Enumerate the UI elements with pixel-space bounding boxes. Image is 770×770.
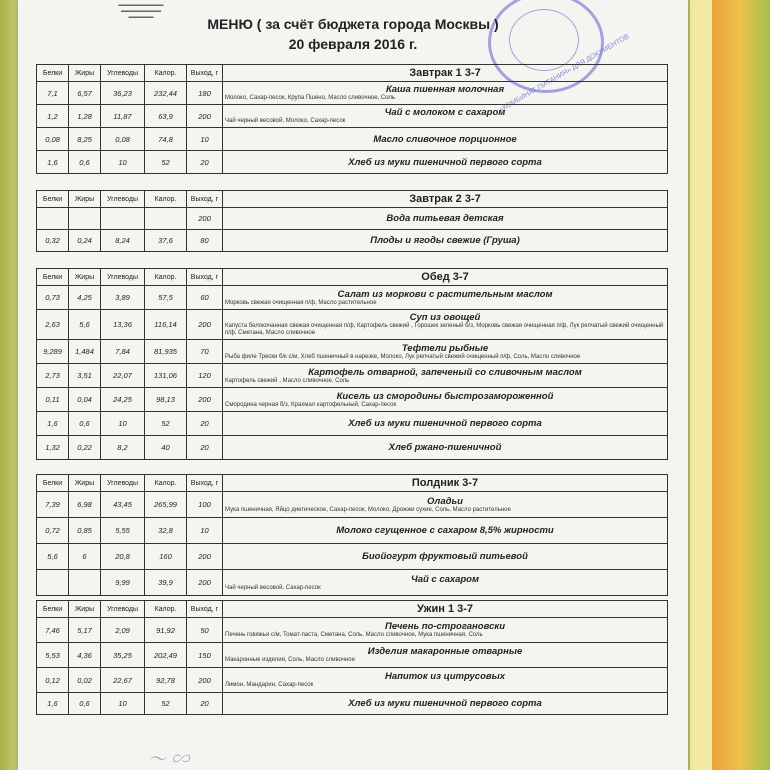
carbs-value: 8,24 (101, 230, 145, 252)
dish-name: Картофель отварной, запеченый со сливочным маслом (308, 366, 582, 378)
fat-value: 5,17 (69, 618, 101, 643)
fat-value: 6,57 (69, 82, 101, 105)
carbs-value: 43,45 (101, 492, 145, 518)
col-header: Калор. (145, 191, 187, 208)
table-header-row (37, 475, 668, 492)
col-header: Белки (37, 269, 69, 286)
portion-value: 200 (187, 668, 223, 693)
table-row (37, 570, 668, 596)
meal-table-snack (36, 474, 668, 596)
calories-value: 232,44 (145, 82, 187, 105)
col-header: Углеводы (101, 475, 145, 492)
table-row (37, 388, 668, 412)
portion-value: 20 (187, 412, 223, 436)
table-header-row (37, 601, 668, 618)
carbs-value: 2,09 (101, 618, 145, 643)
portion-value: 100 (187, 492, 223, 518)
dish-cell (223, 208, 668, 230)
dish-ingredients: Чай черный весовой, Сахар-песок (225, 584, 321, 591)
dish-cell (223, 151, 668, 174)
dish-name: Биойогурт фруктовый питьевой (362, 551, 528, 562)
carbs-value: 10 (101, 412, 145, 436)
dish-ingredients: Чай черный весовой, Молоко, Сахар-песок (225, 118, 346, 124)
calories-value: 265,99 (145, 492, 187, 518)
calories-value: 92,78 (145, 668, 187, 693)
dish-cell (223, 643, 668, 668)
page-title: МЕНЮ ( за счёт бюджета города Москвы ) (207, 16, 499, 32)
protein-value: 5,6 (37, 544, 69, 570)
table-row (37, 643, 668, 668)
dish-name: Суп из овощей (409, 312, 481, 323)
col-header: Белки (37, 601, 69, 618)
portion-value: 50 (187, 618, 223, 643)
fat-value: 4,36 (69, 643, 101, 668)
dish-name: Чай с сахаром (410, 573, 480, 585)
table-header-row (37, 191, 668, 208)
calories-value: 160 (145, 544, 187, 570)
calories-value (145, 208, 187, 230)
meal-table-breakfast-1 (36, 64, 668, 174)
fat-value: 8,25 (69, 128, 101, 151)
background-right (690, 0, 770, 770)
protein-value: 5,53 (37, 643, 69, 668)
meal-table-lunch (36, 268, 668, 460)
dish-name: Кисель из смородины быстрозамороженной (336, 390, 554, 402)
table-row (37, 544, 668, 570)
carbs-value: 7,84 (101, 340, 145, 364)
table-header-row (37, 65, 668, 82)
fat-value: 0,22 (69, 436, 101, 460)
table-row (37, 208, 668, 230)
dish-cell (223, 286, 668, 310)
protein-value: 0,12 (37, 668, 69, 693)
fat-value: 3,51 (69, 364, 101, 388)
dish-cell (223, 618, 668, 643)
protein-value: 0,32 (37, 230, 69, 252)
dish-ingredients: Картофель свежий , Масло сливочное, Соль (225, 377, 350, 384)
fat-value: 0,6 (69, 412, 101, 436)
fat-value: 0,85 (69, 518, 101, 544)
col-header: Выход, г (187, 601, 223, 618)
portion-value: 20 (187, 436, 223, 460)
dish-cell (223, 518, 668, 544)
dish-cell (223, 436, 668, 460)
dish-name: Хлеб из муки пшеничной первого сорта (348, 156, 542, 168)
col-header: Белки (37, 475, 69, 492)
table-row (37, 340, 668, 364)
portion-value: 200 (187, 544, 223, 570)
dish-cell (223, 544, 668, 570)
carbs-value: 10 (101, 693, 145, 715)
col-header: Жиры (69, 475, 101, 492)
protein-value: 0,08 (37, 128, 69, 151)
portion-value: 70 (187, 340, 223, 364)
protein-value: 7,39 (37, 492, 69, 518)
protein-value: 7,46 (37, 618, 69, 643)
calories-value: 63,9 (145, 105, 187, 128)
portion-value: 20 (187, 693, 223, 715)
protein-value: 0,11 (37, 388, 69, 412)
fat-value: 1,484 (69, 340, 101, 364)
table-row (37, 82, 668, 105)
portion-value: 200 (187, 388, 223, 412)
table-row (37, 128, 668, 151)
carbs-value: 22,07 (101, 364, 145, 388)
protein-value: 2,63 (37, 310, 69, 340)
carbs-value: 10 (101, 151, 145, 174)
calories-value: 131,06 (145, 364, 187, 388)
carbs-value: 0,08 (101, 128, 145, 151)
col-header: Жиры (69, 269, 101, 286)
calories-value: 74,8 (145, 128, 187, 151)
calories-value: 52 (145, 693, 187, 715)
protein-value: 1,32 (37, 436, 69, 460)
fat-value (69, 570, 101, 596)
dish-cell (223, 570, 668, 596)
portion-value: 200 (187, 570, 223, 596)
protein-value: 0,72 (37, 518, 69, 544)
col-header: Калор. (145, 475, 187, 492)
fat-value: 4,25 (69, 286, 101, 310)
dish-name: Плоды и ягоды свежие (Груша) (370, 235, 520, 246)
protein-value (37, 208, 69, 230)
calories-value: 40 (145, 436, 187, 460)
portion-value: 60 (187, 286, 223, 310)
table-row (37, 412, 668, 436)
table-row (37, 668, 668, 693)
fat-value (69, 208, 101, 230)
dish-cell (223, 412, 668, 436)
calories-value: 81,935 (145, 340, 187, 364)
dish-cell (223, 492, 668, 518)
dish-ingredients: Морковь свежая очищенная п/ф, Масло растительное (225, 299, 377, 306)
dish-name: Чай с молоком с сахаром (384, 107, 506, 118)
carbs-value: 36,23 (101, 82, 145, 105)
meal-title: Завтрак 2 3-7 (223, 191, 668, 208)
dish-name: Салат из моркови с растительным маслом (337, 288, 553, 300)
table-row (37, 230, 668, 252)
fat-value: 0,6 (69, 151, 101, 174)
col-header: Калор. (145, 269, 187, 286)
meal-title: Обед 3-7 (223, 269, 668, 286)
dish-name: Печень по-строгановски (385, 621, 505, 632)
dish-name: Масло сливочное порционное (373, 133, 517, 145)
fat-value: 1,28 (69, 105, 101, 128)
table-row (37, 436, 668, 460)
calories-value: 57,5 (145, 286, 187, 310)
table-header-row (37, 269, 668, 286)
dish-cell (223, 310, 668, 340)
dish-cell (223, 668, 668, 693)
table-row (37, 151, 668, 174)
dish-name: Оладьи (427, 495, 463, 507)
calories-value: 52 (145, 151, 187, 174)
meal-title: Полдник 3-7 (223, 475, 668, 492)
col-header: Белки (37, 191, 69, 208)
carbs-value: 8,2 (101, 436, 145, 460)
col-header: Углеводы (101, 269, 145, 286)
stamp-text: «КОМБИНАТ ПИТАНИЯ» ДЛЯ ДОКУМЕНТОВ (498, 33, 631, 114)
protein-value: 1,6 (37, 693, 69, 715)
protein-value: 0,73 (37, 286, 69, 310)
protein-value: 2,73 (37, 364, 69, 388)
dish-cell (223, 340, 668, 364)
protein-value: 9,289 (37, 340, 69, 364)
dish-cell (223, 105, 668, 128)
portion-value: 180 (187, 82, 223, 105)
dish-name: Хлеб ржано-пшеничной (388, 442, 502, 453)
dish-ingredients: Мука пшеничная, Яйцо диетическое, Сахар-песок, Молоко, Дрожжи сухие, Соль, Масло растительное (225, 506, 511, 513)
fat-value: 0,6 (69, 693, 101, 715)
carbs-value: 11,87 (101, 105, 145, 128)
dish-name: Напиток из цитрусовых (384, 671, 506, 682)
fat-value: 0,02 (69, 668, 101, 693)
signature-scribble: 〜 ∽ (148, 749, 190, 769)
dish-cell (223, 82, 668, 105)
portion-value: 10 (187, 128, 223, 151)
dish-name: Тефтели рыбные (401, 342, 489, 354)
calories-value: 37,6 (145, 230, 187, 252)
col-header: Белки (37, 65, 69, 82)
dish-name: Вода питьевая детская (386, 213, 504, 224)
dish-ingredients: Макаронные изделия, Соль, Масло сливочное (225, 657, 355, 663)
calories-value: 116,14 (145, 310, 187, 340)
table-row (37, 286, 668, 310)
protein-value: 1,6 (37, 412, 69, 436)
portion-value: 10 (187, 518, 223, 544)
table-row (37, 492, 668, 518)
table-row (37, 518, 668, 544)
col-header: Выход, г (187, 269, 223, 286)
page-date: 20 февраля 2016 г. (288, 36, 418, 52)
calories-value: 32,8 (145, 518, 187, 544)
carbs-value: 13,36 (101, 310, 145, 340)
meal-table-dinner (36, 600, 668, 715)
protein-value (37, 570, 69, 596)
dish-name: Хлеб из муки пшеничной первого сорта (348, 698, 542, 709)
col-header: Углеводы (101, 191, 145, 208)
fat-value: 0,04 (69, 388, 101, 412)
dish-name: Изделия макаронные отварные (367, 646, 523, 657)
carbs-value: 35,25 (101, 643, 145, 668)
meal-title: Завтрак 1 3-7 (223, 65, 668, 82)
dish-cell (223, 364, 668, 388)
calories-value: 98,13 (145, 388, 187, 412)
portion-value: 200 (187, 208, 223, 230)
meal-title: Ужин 1 3-7 (223, 601, 668, 618)
calories-value: 202,49 (145, 643, 187, 668)
protein-value: 1,6 (37, 151, 69, 174)
dish-cell (223, 128, 668, 151)
col-header: Жиры (69, 601, 101, 618)
carbs-value: 9,99 (101, 570, 145, 596)
dish-name: Молоко сгущенное с сахаром 8,5% жирности (336, 525, 554, 536)
fat-value: 6 (69, 544, 101, 570)
col-header: Выход, г (187, 475, 223, 492)
table-row (37, 364, 668, 388)
table-row (37, 618, 668, 643)
calories-value: 52 (145, 412, 187, 436)
carbs-value: 22,67 (101, 668, 145, 693)
col-header: Выход, г (187, 191, 223, 208)
portion-value: 150 (187, 643, 223, 668)
table-row (37, 310, 668, 340)
table-row (37, 693, 668, 715)
carbs-value: 5,55 (101, 518, 145, 544)
dish-ingredients: Печень говяжья с/м, Томат-паста, Сметана, Соль, Масло сливочное, Мука пшеничная, Соль (225, 632, 483, 638)
dish-ingredients: Лимон, Мандарин, Сахар-песок (225, 682, 314, 688)
col-header: Калор. (145, 65, 187, 82)
menu-sheet (18, 0, 688, 770)
portion-value: 120 (187, 364, 223, 388)
dish-cell (223, 388, 668, 412)
col-header: Углеводы (101, 65, 145, 82)
dish-ingredients: Рыба филе Трески б/к с/м, Хлеб пшеничный в нарезке, Молоко, Лук репчатый свежий очищенный п/ф, Соль, Масло сливочное (225, 353, 581, 360)
corner-note: ▬▬▬▬▬▬▬▬▬ ▬▬▬▬▬▬▬▬ ▬▬▬▬▬ (118, 2, 164, 20)
fat-value: 5,6 (69, 310, 101, 340)
col-header: Калор. (145, 601, 187, 618)
dish-ingredients: Молоко, Сахар-песок, Крупа Пшено, Масло сливочное, Соль (225, 95, 396, 101)
carbs-value: 20,8 (101, 544, 145, 570)
fat-value: 0,24 (69, 230, 101, 252)
fat-value: 6,98 (69, 492, 101, 518)
dish-cell (223, 230, 668, 252)
table-row (37, 105, 668, 128)
calories-value: 39,9 (145, 570, 187, 596)
carbs-value (101, 208, 145, 230)
carbs-value: 24,25 (101, 388, 145, 412)
portion-value: 20 (187, 151, 223, 174)
portion-value: 200 (187, 310, 223, 340)
protein-value: 7,1 (37, 82, 69, 105)
protein-value: 1,2 (37, 105, 69, 128)
portion-value: 80 (187, 230, 223, 252)
dish-ingredients: Капуста белокочанная свежая очищенная п/ф, Картофель свежий , Горошек зеленый б/з, Морковь свежая очищенная п/ф, Лук репчатый свежий очищенный п/ф, Сметана, Масло сливочное (225, 323, 664, 336)
dish-name: Каша пшенная молочная (385, 84, 505, 95)
meal-table-breakfast-2 (36, 190, 668, 252)
col-header: Жиры (69, 191, 101, 208)
dish-name: Хлеб из муки пшеничной первого сорта (348, 418, 542, 429)
calories-value: 91,92 (145, 618, 187, 643)
portion-value: 200 (187, 105, 223, 128)
dish-cell (223, 693, 668, 715)
col-header: Выход, г (187, 65, 223, 82)
col-header: Углеводы (101, 601, 145, 618)
dish-ingredients: Смородина черная б/з, Крахмал картофельный, Сахар-песок (225, 401, 397, 408)
col-header: Жиры (69, 65, 101, 82)
carbs-value: 3,89 (101, 286, 145, 310)
